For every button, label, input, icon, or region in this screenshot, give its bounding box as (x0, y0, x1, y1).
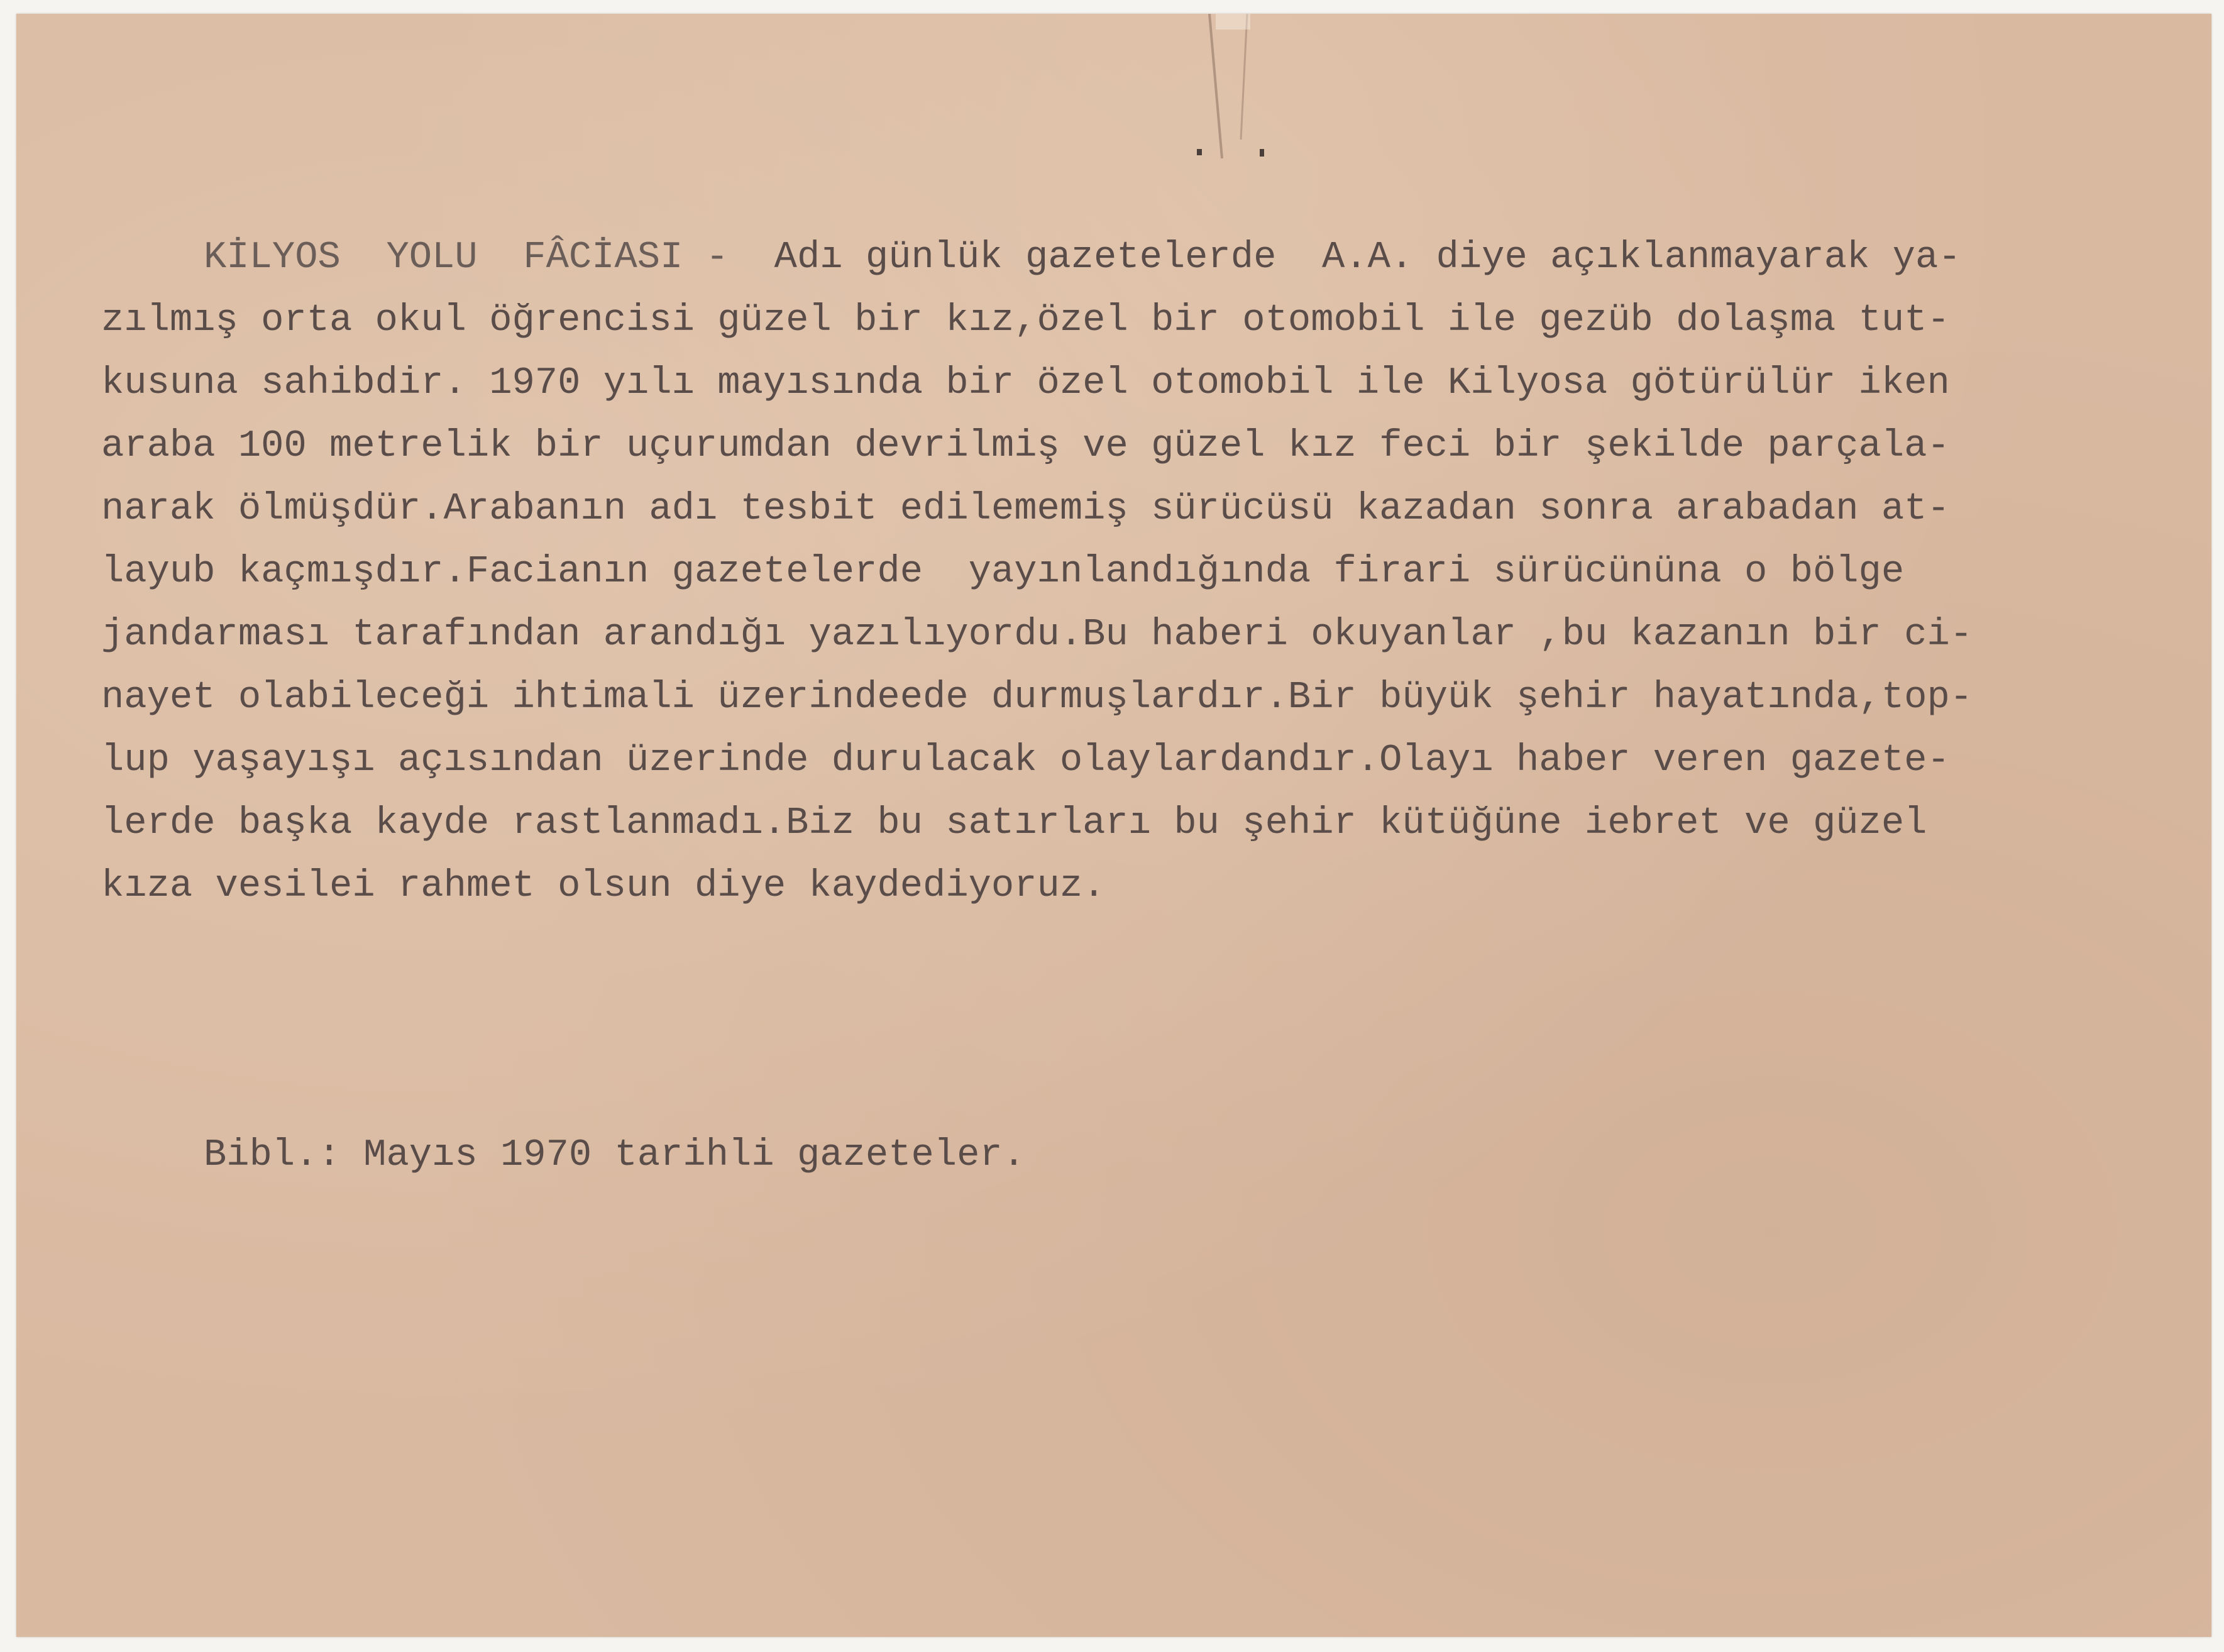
card-first-line (204, 226, 1961, 289)
card-line-5: narak ölmüşdür.Arabanın adı tesbit edilememiş sürücüsü kazadan sonra arabadan at- (101, 488, 1950, 531)
card-line-1: Adı günlük gazetelerde A.A. diye açıklanmayarak ya- (774, 236, 1961, 279)
card-line-7: jandarması tarafından arandığı yazılıyordu.Bu haberi okuyanlar ,bu kazanın bir ci- (101, 614, 1973, 656)
staple-mark (1197, 14, 1291, 171)
archive-card (16, 14, 2211, 1637)
card-line-6: layub kaçmışdır.Facianın gazetelerde yayınlandığında firari sürücününa o bölge (101, 551, 1905, 593)
card-line-4: araba 100 metrelik bir uçurumdan devrilmiş ve güzel kız feci bir şekilde parçala- (101, 425, 1950, 468)
card-line-11: kıza vesilei rahmet olsun diye kaydediyoruz. (101, 865, 1106, 908)
bibliography-line: Bibl.: Mayıs 1970 tarihli gazeteler. (204, 1134, 1026, 1177)
card-line-8: nayet olabileceği ihtimali üzerindeede durmuşlardır.Bir büyük şehir hayatında,top- (101, 676, 1973, 719)
card-line-9: lup yaşayışı açısından üzerinde durulacak olaylardandır.Olayı haber veren gazete- (101, 739, 1950, 782)
card-line-2: zılmış orta okul öğrencisi güzel bir kız,özel bir otomobil ile gezüb dolaşma tut- (101, 299, 1950, 342)
card-line-3: kusuna sahibdir. 1970 yılı mayısında bir özel otomobil ile Kilyosa götürülür iken (101, 362, 1950, 405)
card-heading: KİLYOS YOLU FÂCİASI - (204, 236, 729, 279)
card-line-10: lerde başka kayde rastlanmadı.Biz bu satırları bu şehir kütüğüne iebret ve güzel (101, 802, 1927, 845)
